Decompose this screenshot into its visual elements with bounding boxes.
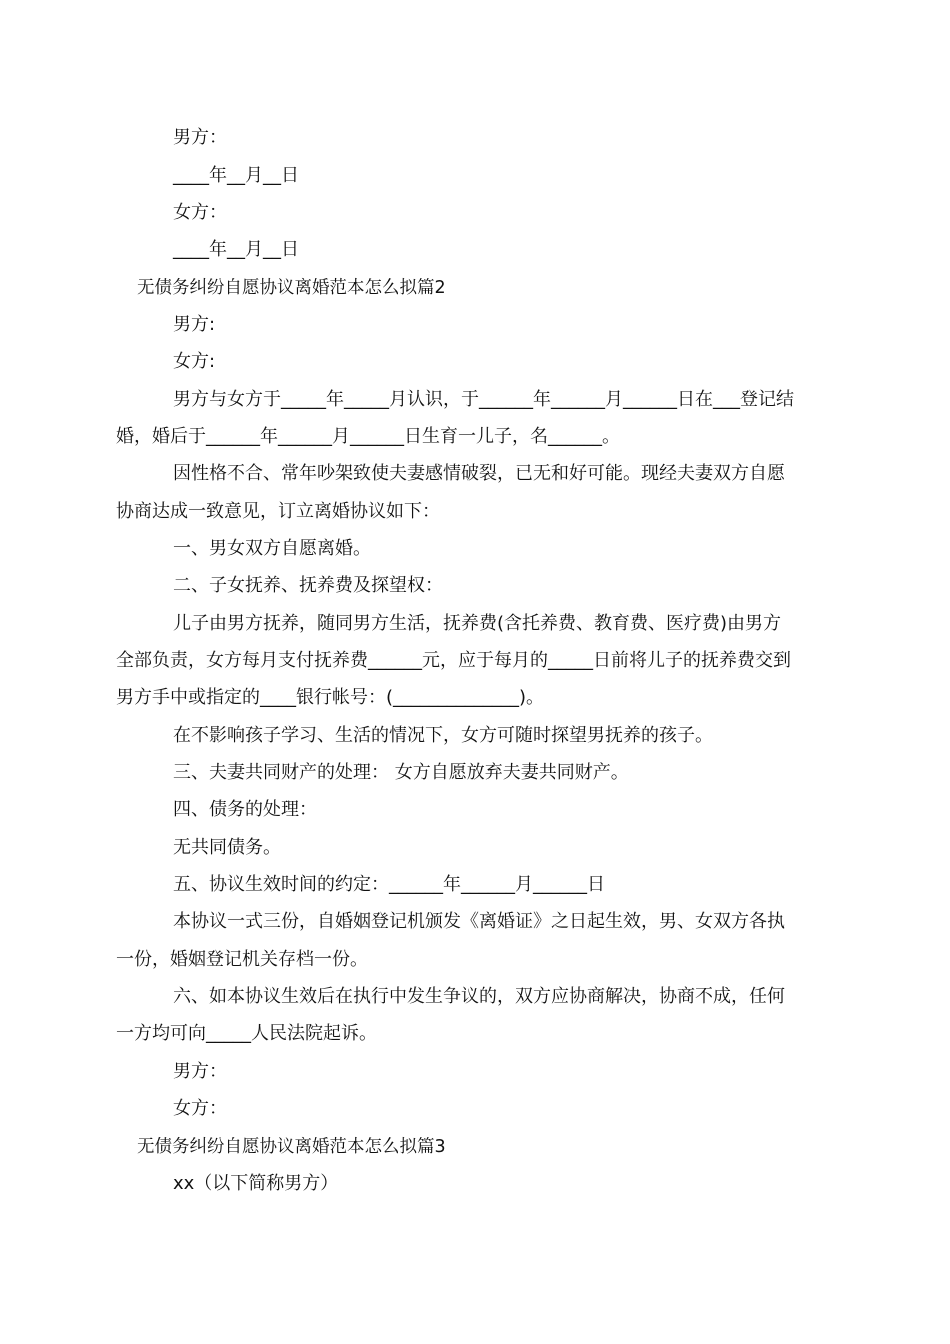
paragraph-line: 儿子由男方抚养，随同男方生活，抚养费(含托养费、教育费、医疗费)由男方 — [173, 613, 782, 634]
clause-5: 五、协议生效时间的约定：______年______月______日 — [173, 874, 605, 895]
clause-1: 一、男女双方自愿离婚。 — [173, 538, 371, 559]
clause-4: 四、债务的处理： — [173, 799, 317, 820]
paragraph-line: 本协议一式三份，自婚姻登记机颁发《离婚证》之日起生效，男、女双方各执 — [173, 911, 785, 932]
signature-woman-label: 女方： — [173, 202, 227, 223]
section-title-2: 无债务纠纷自愿协议离婚范本怎么拟篇2 — [137, 278, 446, 298]
party-woman-label: 女方: — [173, 351, 216, 372]
paragraph-line: 婚，婚后于______年______月______日生育一儿子，名______。 — [116, 426, 620, 447]
paragraph-line: 全部负责，女方每月支付抚养费______元，应于每月的_____日前将儿子的抚养费交到 — [116, 650, 791, 671]
paragraph-line: 在不影响孩子学习、生活的情况下，女方可随时探望男抚养的孩子。 — [173, 725, 713, 746]
clause-2: 二、子女抚养、抚养费及探望权： — [173, 575, 443, 596]
paragraph-line: 一份，婚姻登记机关存档一份。 — [116, 949, 368, 970]
paragraph-line: 协商达成一致意见，订立离婚协议如下： — [116, 501, 440, 522]
paragraph-line: 因性格不合、常年吵架致使夫妻感情破裂，已无和好可能。现经夫妻双方自愿 — [173, 463, 785, 484]
section-title-3: 无债务纠纷自愿协议离婚范本怎么拟篇3 — [137, 1137, 446, 1157]
signature-man-label: 男方： — [173, 1061, 227, 1082]
signature-woman-date: ____年__月__日 — [173, 239, 299, 260]
paragraph-line: 一方均可向_____人民法院起诉。 — [116, 1023, 377, 1044]
party-man-label: 男方: — [173, 314, 216, 335]
signature-man-label: 男方： — [173, 127, 227, 148]
paragraph-line: 男方与女方于_____年_____月认识，于______年______月______日在___登记结 — [173, 389, 794, 410]
signature-woman-label: 女方： — [173, 1098, 227, 1119]
paragraph-line: 无共同债务。 — [173, 837, 281, 858]
paragraph-line: 男方手中或指定的____银行帐号：(______________)。 — [116, 687, 545, 708]
signature-man-date: ____年__月__日 — [173, 165, 299, 186]
clause-6: 六、如本协议生效后在执行中发生争议的，双方应协商解决，协商不成，任何 — [173, 986, 785, 1007]
clause-3: 三、夫妻共同财产的处理： 女方自愿放弃夫妻共同财产。 — [173, 762, 629, 783]
paragraph-line: xx（以下简称男方） — [173, 1173, 339, 1194]
